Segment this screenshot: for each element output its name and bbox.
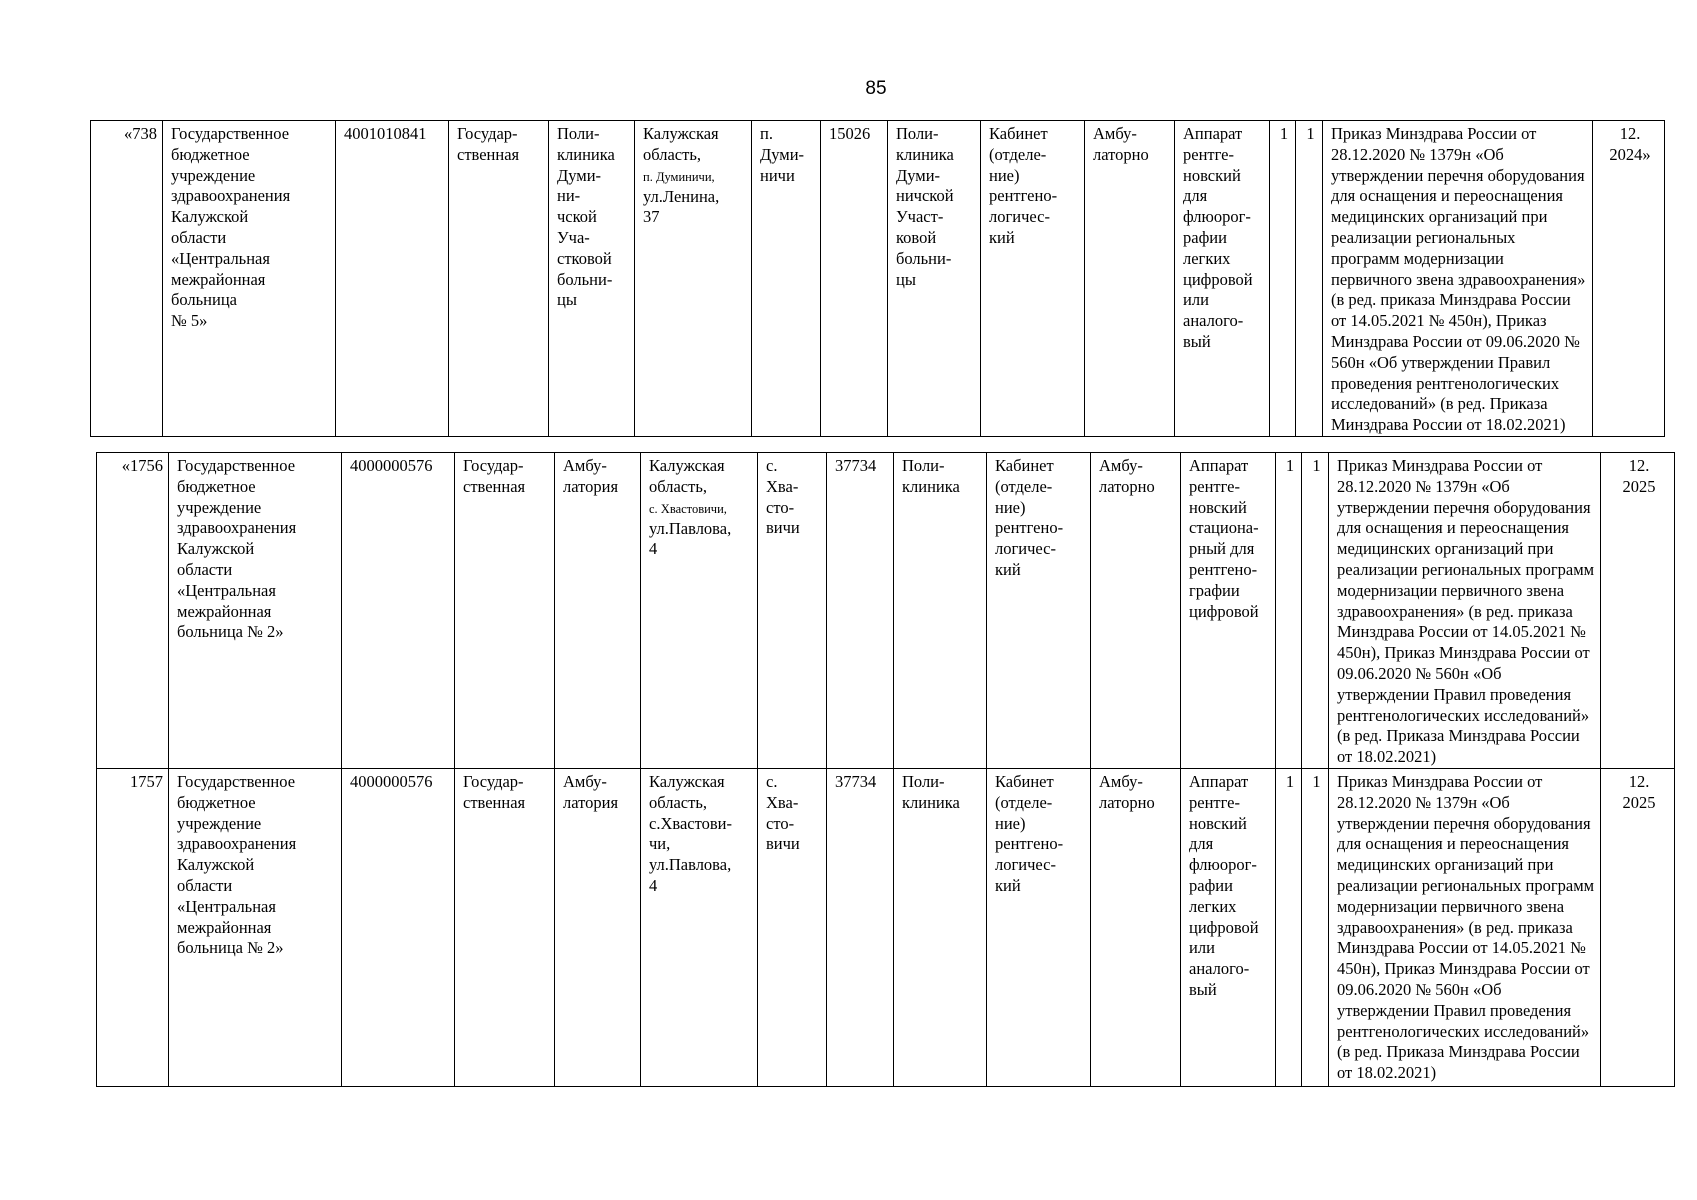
organization-name-cell: Государственное бюджетное учреждение здравоохранения Калужской области «Центральная межрайонная больница № 2» [169,768,342,1086]
inn-cell: 4000000576 [342,768,455,1086]
address-cell [641,768,758,1086]
address-street: ул.Павлова, 4 [649,518,732,559]
quantity-cell: 1 [1276,453,1302,769]
unit-type-cell: Амбу- латория [555,768,641,1086]
quantity-cell: 1 [1302,453,1329,769]
address-cell [641,453,758,769]
row-number-cell: «738 [91,121,163,437]
settlement-cell: п. Думи- ничи [752,121,821,437]
care-form-cell: Амбу- латорно [1091,768,1181,1086]
ownership-cell: Государ- ственная [449,121,549,437]
equipment-cell: Аппарат рентге- новский стациона- рный для рентгено- графии цифровой [1181,453,1276,769]
code-cell: 15026 [821,121,888,437]
subdivision-cell: Поли- клиника Думи- ничской Участ- ковой больни- цы [888,121,981,437]
code-cell: 37734 [827,768,894,1086]
quantity-cell: 1 [1296,121,1323,437]
row-number-cell: 1757 [97,768,169,1086]
address-region: Калужская область, [649,771,725,812]
address-street: ул.Ленина, 37 [643,186,720,227]
row-number-cell: «1756 [97,453,169,769]
table-row [97,768,1675,1086]
date-cell: 12. 2025 [1601,768,1675,1086]
address-street: ул.Павлова, 4 [649,855,732,895]
inn-cell: 4000000576 [342,453,455,769]
date-cell: 12. 2025 [1601,453,1675,769]
date-cell: 12. 2024» [1593,121,1665,437]
quantity-cell: 1 [1276,768,1302,1086]
ownership-cell: Государ- ственная [455,768,555,1086]
care-form-cell: Амбу- латорно [1085,121,1175,437]
address-region: Калужская область, [643,124,719,164]
subdivision-cell: Поли- клиника [894,768,987,1086]
table-row [97,453,1675,769]
equipment-table-2 [96,452,1675,1087]
cabinet-cell: Кабинет (отделе- ние) рентгено- логичес- кий [987,453,1091,769]
code-cell: 37734 [827,453,894,769]
equipment-table-1 [90,120,1665,437]
inn-cell: 4001010841 [336,121,449,437]
care-form-cell: Амбу- латорно [1091,453,1181,769]
ownership-cell: Государ- ственная [455,453,555,769]
equipment-cell: Аппарат рентге- новский для флюорог- рафии легких цифровой или аналого- вый [1181,768,1276,1086]
address-locality: с. Хвастовичи, [649,501,727,516]
cabinet-cell: Кабинет (отделе- ние) рентгено- логичес- кий [981,121,1085,437]
address-locality: п. Думиничи, [643,169,715,184]
legal-basis-cell: Приказ Минздрава России от 28.12.2020 № 1379н «Об утверждении перечня оборудования для оснащения и переоснащения медицинских организаций при реализации региональных программ модернизации первичного звена здравоохранения» (в ред. приказа Минздрава России от 14.05.2021 № 450н), Приказ Минздрава России от 09.06.2020 № 560н «Об утверждении Правил проведения рентгенологических исследований» (в ред. Приказа Минздрава России от 18.02.2021) [1329,453,1601,769]
address-region: Калужская область, [649,456,725,496]
settlement-cell: с. Хва- сто- вичи [758,453,827,769]
page-number: 85 [865,78,887,99]
organization-name-cell: Государственное бюджетное учреждение здравоохранения Калужской области «Центральная межрайонная больница № 2» [169,453,342,769]
legal-basis-cell: Приказ Минздрава России от 28.12.2020 № 1379н «Об утверждении перечня оборудования для оснащения и переоснащения медицинских организаций при реализации региональных программ модернизации первичного звена здравоохранения» (в ред. приказа Минздрава России от 14.05.2021 № 450н), Приказ Минздрава России от 09.06.2020 № 560н «Об утверждении Правил проведения рентгенологических исследований» (в ред. Приказа Минздрава России от 18.02.2021) [1329,768,1601,1086]
table-row [91,121,1665,437]
organization-name-cell: Государственное бюджетное учреждение здравоохранения Калужской области «Центральная межрайонная больница № 5» [163,121,336,437]
equipment-cell: Аппарат рентге- новский для флюорог- рафии легких цифровой или аналого- вый [1175,121,1270,437]
settlement-cell: с. Хва- сто- вичи [758,768,827,1086]
address-cell [635,121,752,437]
quantity-cell: 1 [1302,768,1329,1086]
cabinet-cell: Кабинет (отделе- ние) рентгено- логичес- кий [987,768,1091,1086]
quantity-cell: 1 [1270,121,1296,437]
legal-basis-cell: Приказ Минздрава России от 28.12.2020 № 1379н «Об утверждении перечня оборудования для оснащения и переоснащения медицинских организаций при реализации региональных программ модернизации первичного звена здравоохранения» (в ред. приказа Минздрава России от 14.05.2021 № 450н), Приказ Минздрава России от 09.06.2020 № 560н «Об утверждении Правил проведения рентгенологических исследований» (в ред. Приказа Минздрава России от 18.02.2021) [1323,121,1593,437]
subdivision-cell: Поли- клиника [894,453,987,769]
unit-type-cell: Амбу- латория [555,453,641,769]
unit-type-cell: Поли- клиника Думи- ни- чской Уча- стковой больни- цы [549,121,635,437]
address-locality: с.Хвастови- чи, [649,813,732,854]
